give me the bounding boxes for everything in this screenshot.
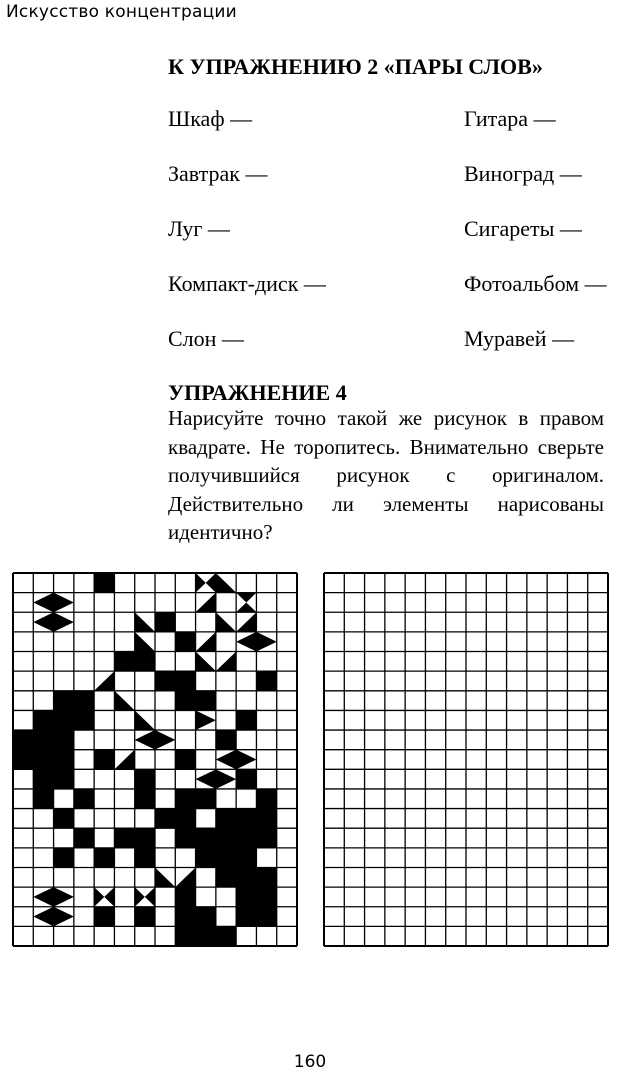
pattern-cell-triangle [135,612,155,632]
pattern-cell-filled [256,867,276,887]
pattern-cell-filled [114,652,134,672]
pattern-cell-filled [135,848,155,868]
pattern-cell-triangle [236,632,256,652]
pattern-cell-filled [216,926,236,946]
pattern-cell-triangle [236,602,256,612]
pattern-cell-filled [175,789,195,809]
pattern-cell-filled [54,848,74,868]
pattern-cell-filled [256,887,276,907]
pattern-cell-filled [196,848,216,868]
pattern-cell-triangle [33,887,53,907]
pattern-cell-triangle [54,593,74,613]
pattern-cell-filled [74,789,94,809]
running-head: Искусство концентрации [6,2,237,22]
pattern-cell-triangle [236,593,256,603]
pattern-cell-filled [236,828,256,848]
pattern-cell-filled [256,907,276,927]
pattern-cell-filled [135,652,155,672]
pattern-cell-triangle [114,691,134,711]
word-pair-row [168,161,608,216]
word-left: Слон — [168,326,244,351]
pattern-cell-triangle [216,769,236,789]
pattern-cell-filled [135,769,155,789]
pattern-cell-triangle [94,671,114,691]
pattern-cell-filled [216,828,236,848]
word-right: Муравей — [464,326,575,351]
pattern-cell-filled [216,867,236,887]
pattern-cell-filled [135,789,155,809]
pattern-cell-filled [236,867,256,887]
exercise-instructions: Нарисуйте точно такой же рисунок в правом квадрате. Не торопитесь. Внимательно сверьте получившийся рисунок с оригиналом. Действительно ли элементы нарисованы идентично? [168,406,604,544]
pattern-cell-filled [94,573,114,593]
pattern-cell-filled [256,828,276,848]
pattern-cell-filled [155,671,175,691]
pattern-cell-triangle [33,612,53,632]
pattern-cell-triangle [216,573,236,593]
word-left: Завтрак — [168,161,268,186]
pattern-cell-filled [236,907,256,927]
pattern-cell-triangle [135,710,155,730]
pattern-cell-triangle [54,907,74,927]
pattern-cell-filled [175,907,195,927]
word-pairs [168,106,608,381]
pattern-cell-filled [175,750,195,770]
pattern-cell-filled [33,789,53,809]
pattern-cell-filled [216,730,236,750]
word-pair-row [168,326,608,381]
pattern-cell-triangle [196,769,216,789]
pattern-cell-filled [236,848,256,868]
pattern-cell-filled [54,769,74,789]
pattern-cell-filled [175,809,195,829]
word-right: Фотоальбом — [464,271,607,296]
pattern-cell-filled [13,730,33,750]
pattern-cell-filled [135,907,155,927]
pattern-cell-triangle [196,593,216,613]
pattern-cell-filled [175,926,195,946]
pattern-cell-filled [256,671,276,691]
pattern-cell-filled [175,887,195,907]
pattern-cell-triangle [196,573,206,593]
pattern-cell-filled [94,750,114,770]
pattern-cell-filled [114,828,134,848]
pattern-cell-filled [94,907,114,927]
pattern-cell-triangle [216,612,236,632]
pattern-cell-filled [155,612,175,632]
pattern-cell-filled [33,750,53,770]
pattern-cell-filled [236,809,256,829]
pattern-cell-triangle [135,730,155,750]
exercise-title: УПРАЖНЕНИЕ 4 [168,380,347,405]
pattern-cell-filled [236,887,256,907]
pattern-cell-triangle [216,750,236,770]
pattern-cell-filled [13,750,33,770]
pattern-cell-filled [175,671,195,691]
word-left: Компакт-диск — [168,271,326,296]
pattern-cell-triangle [256,632,276,652]
pattern-cell-filled [216,809,236,829]
pattern-cell-filled [196,907,216,927]
word-right: Сигареты — [464,216,582,241]
pattern-cell-filled [196,789,216,809]
pattern-cell-triangle [33,593,53,613]
word-left: Луг — [168,216,230,241]
section-title: К УПРАЖНЕНИЮ 2 «ПАРЫ СЛОВ» [168,54,543,79]
pattern-cell-filled [74,828,94,848]
pattern-cell-triangle [94,887,104,907]
pattern-cell-triangle [236,750,256,770]
pattern-cell-filled [33,769,53,789]
pattern-cell-filled [54,730,74,750]
pattern-cell-filled [54,710,74,730]
pattern-cell-triangle [175,867,195,887]
pattern-cell-triangle [196,710,216,730]
word-pair-row [168,216,608,271]
pattern-cell-filled [135,828,155,848]
pattern-cell-triangle [155,867,175,887]
word-right: Виноград — [464,161,582,186]
pattern-cell-filled [256,809,276,829]
pattern-cell-filled [175,691,195,711]
page-number: 160 [293,1052,327,1072]
pattern-cell-triangle [145,887,155,907]
pattern-cell-filled [236,710,256,730]
pattern-cell-filled [196,926,216,946]
pattern-cell-filled [54,691,74,711]
pattern-cell-filled [54,750,74,770]
pattern-cell-filled [256,789,276,809]
pattern-cell-filled [74,691,94,711]
pattern-cell-triangle [196,632,216,652]
pattern-cell-filled [33,730,53,750]
word-right: Гитара — [464,106,556,131]
pattern-cell-triangle [135,887,145,907]
pattern-cell-triangle [33,907,53,927]
pattern-cell-filled [216,848,236,868]
pattern-cell-triangle [206,573,216,593]
pattern-grid-original [12,572,298,947]
pattern-cell-filled [196,828,216,848]
pattern-cell-triangle [196,652,216,672]
pattern-grid-blank [323,572,609,947]
pattern-cell-filled [54,809,74,829]
pattern-cell-triangle [155,730,175,750]
pattern-cell-filled [94,848,114,868]
pattern-cell-triangle [104,887,114,907]
pattern-cell-filled [175,828,195,848]
word-left: Шкаф — [168,106,253,131]
pattern-cell-filled [74,710,94,730]
pattern-cell-triangle [114,750,134,770]
pattern-cell-filled [33,710,53,730]
pattern-cell-triangle [54,887,74,907]
pattern-cell-triangle [54,612,74,632]
pattern-cell-triangle [135,632,155,652]
pattern-cell-triangle [216,652,236,672]
word-pair-row [168,106,608,161]
pattern-cell-filled [236,769,256,789]
pattern-cell-filled [196,691,216,711]
pattern-cell-filled [175,632,195,652]
pattern-cell-filled [155,809,175,829]
pattern-cell-triangle [236,612,256,632]
word-pair-row [168,271,608,326]
